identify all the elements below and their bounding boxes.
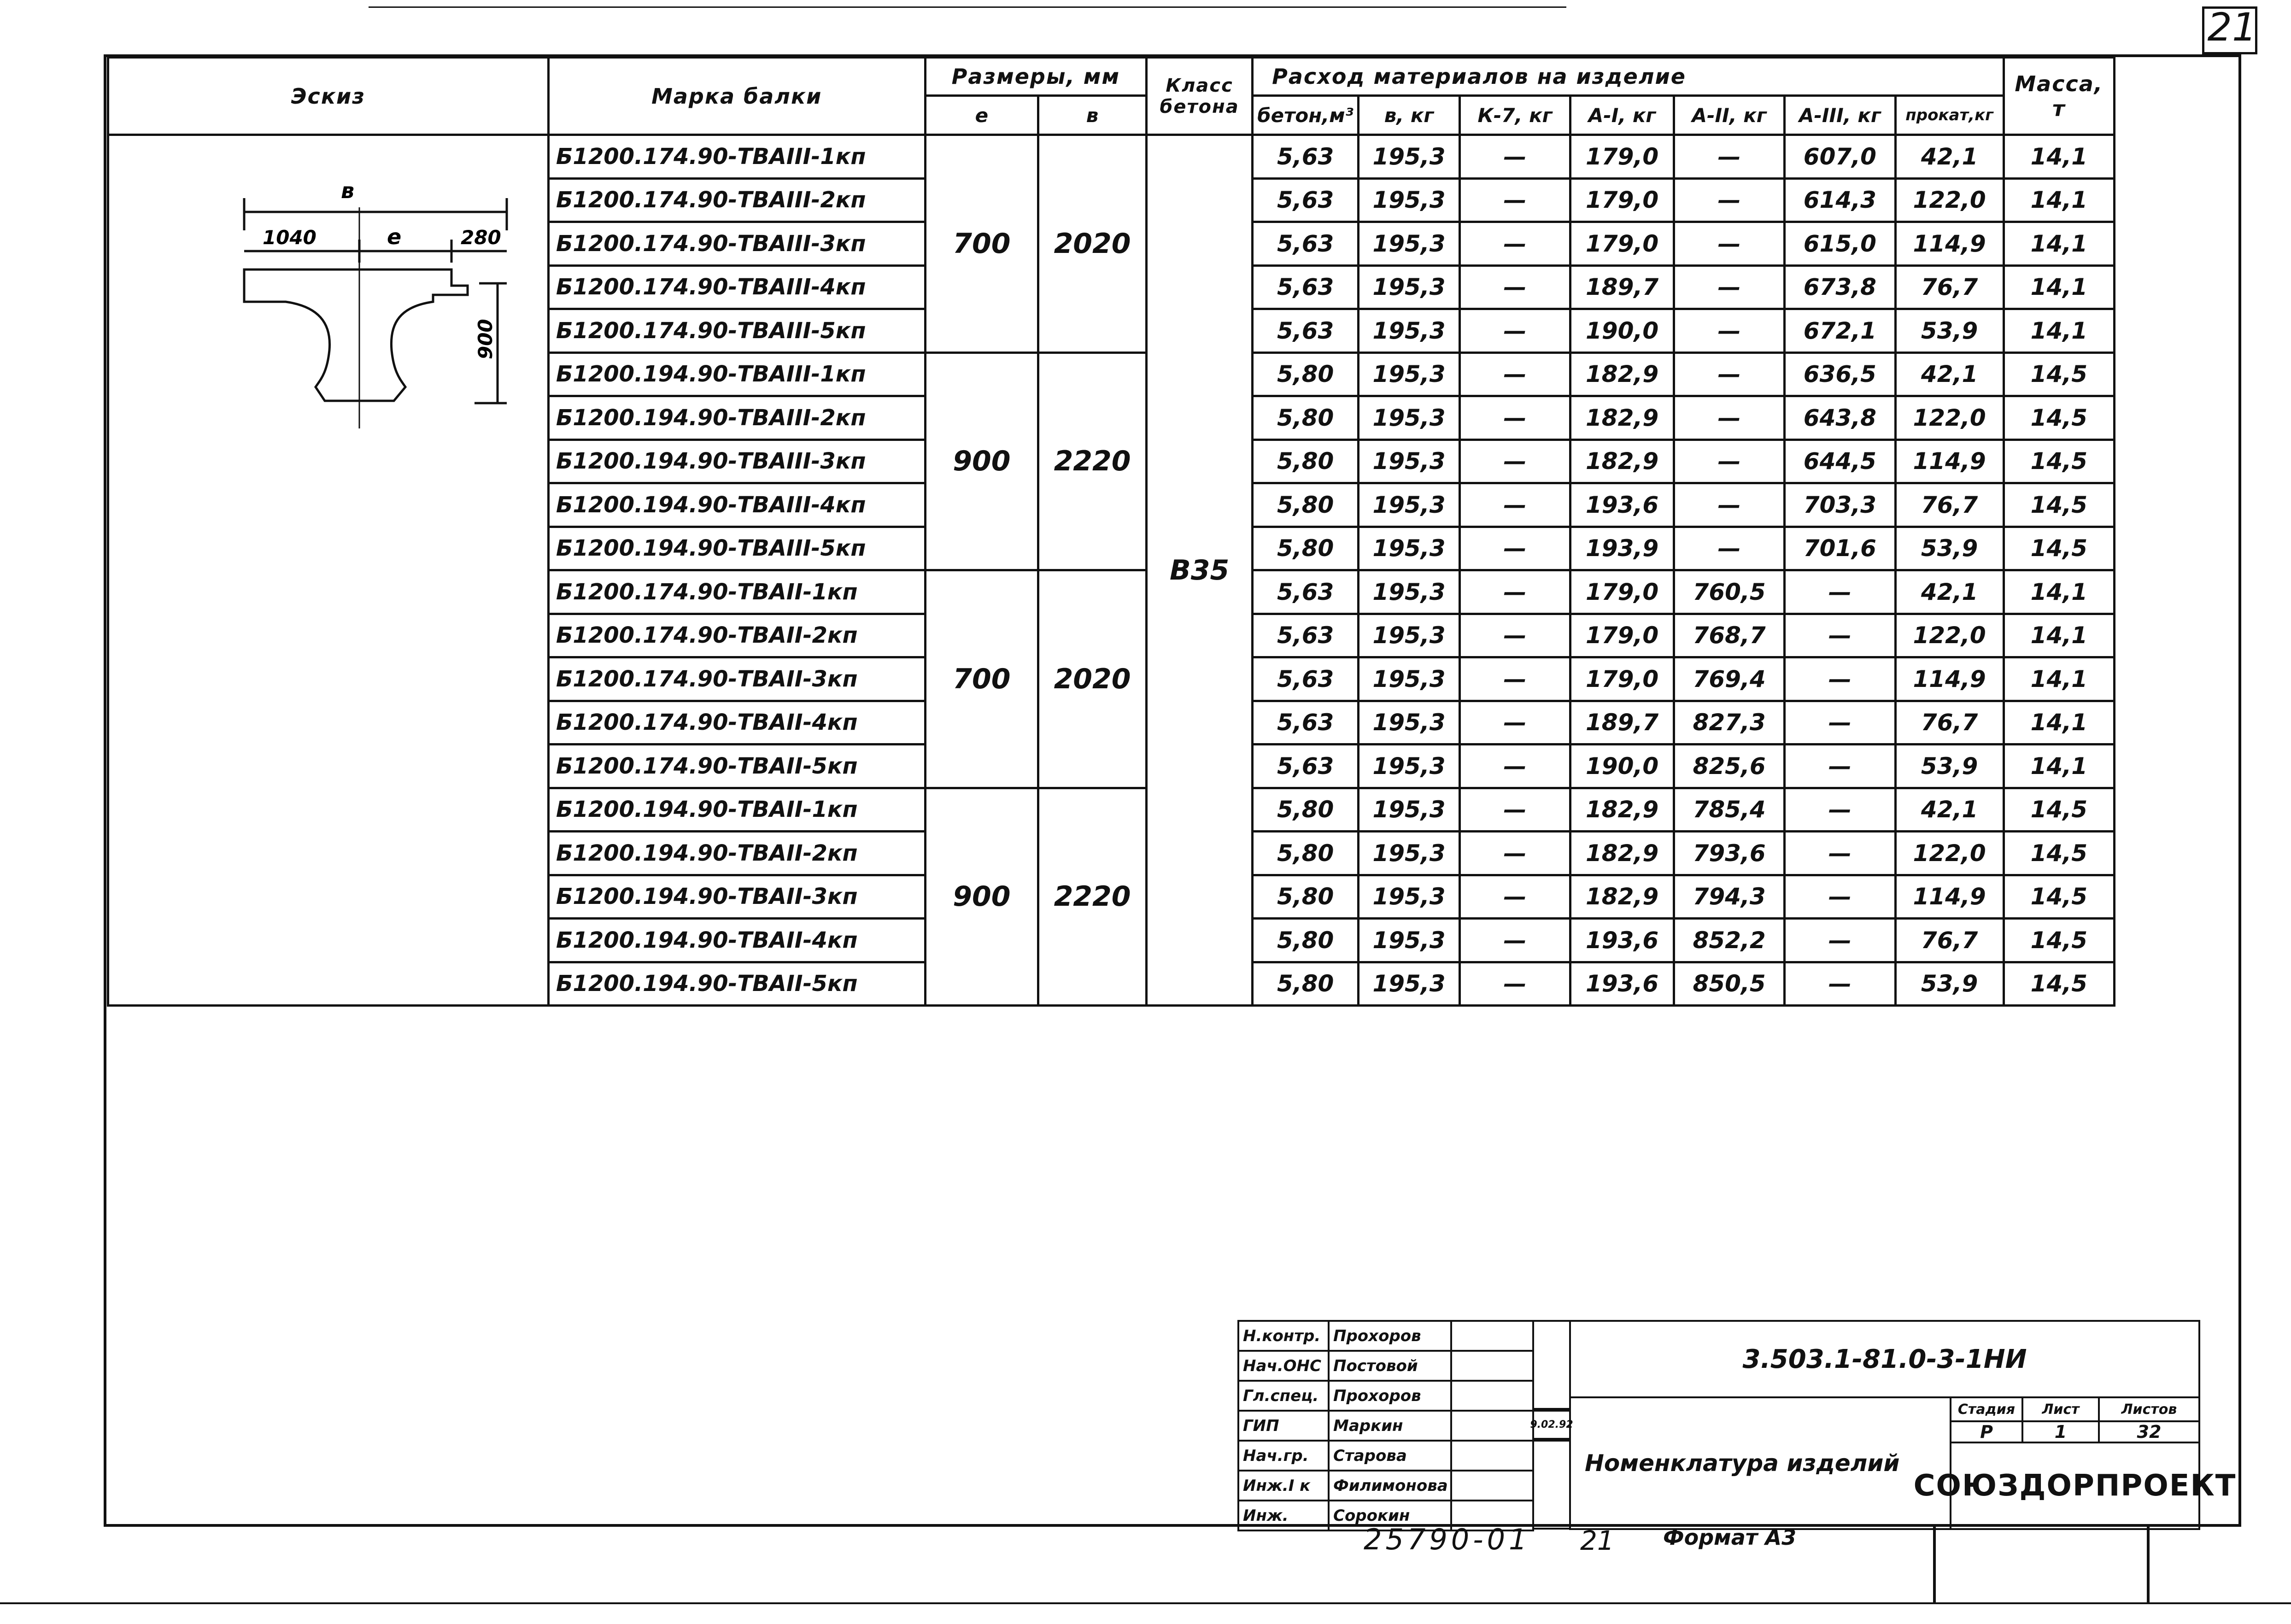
a2-steel: — [1674, 135, 1785, 179]
signature-cell [1450, 1470, 1534, 1501]
concrete-volume: 5,80 [1253, 396, 1359, 440]
a1-steel: 193,6 [1570, 962, 1674, 1006]
inventory-number: 25790-01 [1364, 1523, 1531, 1556]
b-steel: 195,3 [1359, 701, 1460, 745]
beam-mark: Б1200.174.90-ТВАII-2кп [548, 614, 925, 657]
a1-steel: 193,6 [1570, 919, 1674, 962]
header-concrete-class: Класс бетона [1147, 58, 1253, 135]
k7-steel: — [1459, 570, 1570, 614]
beam-mark: Б1200.194.90-ТВАII-2кп [548, 832, 925, 875]
b-steel: 195,3 [1359, 396, 1460, 440]
dimension-b: 2220 [1038, 788, 1147, 1006]
concrete-volume: 5,80 [1253, 352, 1359, 396]
signature-cell [1450, 1440, 1534, 1472]
mass: 14,1 [2004, 309, 2114, 353]
dimension-l: 900 [925, 352, 1038, 570]
beam-mark: Б1200.174.90-ТВАIII-1кп [548, 135, 925, 179]
a2-steel: — [1674, 265, 1785, 309]
concrete-volume: 5,63 [1253, 570, 1359, 614]
a2-steel: — [1674, 483, 1785, 527]
beam-mark: Б1200.174.90-ТВАIII-5кп [548, 309, 925, 353]
a3-steel: 636,5 [1785, 352, 1895, 396]
beam-mark: Б1200.174.90-ТВАIII-2кп [548, 178, 925, 222]
sketch-right-label: 280 [461, 226, 501, 249]
a3-steel: — [1785, 745, 1895, 788]
a3-steel: — [1785, 701, 1895, 745]
concrete-volume: 5,63 [1253, 265, 1359, 309]
mass: 14,5 [2004, 527, 2114, 570]
mass: 14,1 [2004, 265, 2114, 309]
a3-steel: 672,1 [1785, 309, 1895, 353]
concrete-volume: 5,63 [1253, 309, 1359, 353]
mass: 14,1 [2004, 701, 2114, 745]
b-steel: 195,3 [1359, 352, 1460, 396]
footer-page: 21 [1580, 1525, 1614, 1556]
b-steel: 195,3 [1359, 614, 1460, 657]
a1-steel: 179,0 [1570, 178, 1674, 222]
concrete-volume: 5,63 [1253, 222, 1359, 266]
beam-mark: Б1200.194.90-ТВАII-3кп [548, 875, 925, 919]
signer-name: Прохоров [1328, 1320, 1452, 1352]
a1-steel: 189,7 [1570, 265, 1674, 309]
mass: 14,1 [2004, 222, 2114, 266]
a3-steel: — [1785, 875, 1895, 919]
header-materials: Расход материалов на изделие [1253, 58, 2004, 96]
mass: 14,5 [2004, 788, 2114, 832]
signer-name: Филимонова [1328, 1470, 1452, 1501]
header-dimensions: Размеры, мм [925, 58, 1146, 96]
beam-mark: Б1200.194.90-ТВАIII-1кп [548, 352, 925, 396]
beam-mark: Б1200.174.90-ТВАIII-3кп [548, 222, 925, 266]
footer-bottom-line [0, 1602, 2291, 1604]
a3-steel: 644,5 [1785, 440, 1895, 483]
sheets-label: Листов [2098, 1396, 2200, 1422]
a2-steel: — [1674, 352, 1785, 396]
signer-role: Гл.спец. [1237, 1380, 1330, 1412]
signature-cell [1450, 1320, 1534, 1352]
sketch-e-label: e [387, 224, 402, 249]
a3-steel: — [1785, 570, 1895, 614]
a2-steel: 852,2 [1674, 919, 1785, 962]
beam-mark: Б1200.174.90-ТВАII-3кп [548, 657, 925, 701]
mass: 14,1 [2004, 745, 2114, 788]
rolled-steel: 53,9 [1895, 962, 2004, 1006]
rolled-steel: 42,1 [1895, 570, 2004, 614]
organization: СОЮЗДОРПРОЕКТ [1950, 1442, 2200, 1530]
rolled-steel: 114,9 [1895, 440, 2004, 483]
a2-steel: 794,3 [1674, 875, 1785, 919]
k7-steel: — [1459, 788, 1570, 832]
beam-mark: Б1200.194.90-ТВАIII-2кп [548, 396, 925, 440]
b-steel: 195,3 [1359, 483, 1460, 527]
b-steel: 195,3 [1359, 745, 1460, 788]
sheet-number: 21 [2207, 5, 2257, 50]
a2-steel: — [1674, 440, 1785, 483]
rolled-steel: 114,9 [1895, 657, 2004, 701]
k7-steel: — [1459, 701, 1570, 745]
b-steel: 195,3 [1359, 265, 1460, 309]
sheet-value: 1 [2021, 1420, 2100, 1443]
a1-steel: 182,9 [1570, 875, 1674, 919]
document-code: 3.503.1-81.0-3-1НИ [1569, 1320, 2200, 1398]
b-steel: 195,3 [1359, 788, 1460, 832]
header-dim-b: в [1038, 96, 1147, 135]
beam-sketch [203, 170, 534, 428]
stage-value: Р [1950, 1420, 2023, 1443]
beam-mark: Б1200.194.90-ТВАIII-3кп [548, 440, 925, 483]
mass: 14,5 [2004, 396, 2114, 440]
a3-steel: — [1785, 919, 1895, 962]
header-mat-a1: А-I, кг [1570, 96, 1674, 135]
sketch-left-label: 1040 [263, 226, 316, 249]
a1-steel: 190,0 [1570, 309, 1674, 353]
beam-mark: Б1200.174.90-ТВАII-1кп [548, 570, 925, 614]
rolled-steel: 114,9 [1895, 875, 2004, 919]
a2-steel: — [1674, 222, 1785, 266]
concrete-volume: 5,63 [1253, 745, 1359, 788]
a1-steel: 179,0 [1570, 135, 1674, 179]
beam-mark: Б1200.194.90-ТВАII-1кп [548, 788, 925, 832]
k7-steel: — [1459, 483, 1570, 527]
rolled-steel: 42,1 [1895, 788, 2004, 832]
top-line [369, 6, 1566, 8]
a2-steel: 768,7 [1674, 614, 1785, 657]
b-steel: 195,3 [1359, 832, 1460, 875]
k7-steel: — [1459, 265, 1570, 309]
a1-steel: 189,7 [1570, 701, 1674, 745]
mass: 14,5 [2004, 919, 2114, 962]
signature-cell [1450, 1380, 1534, 1412]
rolled-steel: 76,7 [1895, 265, 2004, 309]
b-steel: 195,3 [1359, 570, 1460, 614]
signer-role: Н.контр. [1237, 1320, 1330, 1352]
sheets-value: 32 [2098, 1420, 2200, 1443]
a1-steel: 182,9 [1570, 788, 1674, 832]
a3-steel: 701,6 [1785, 527, 1895, 570]
a1-steel: 182,9 [1570, 440, 1674, 483]
k7-steel: — [1459, 527, 1570, 570]
signer-name: Старова [1328, 1440, 1452, 1472]
k7-steel: — [1459, 440, 1570, 483]
b-steel: 195,3 [1359, 962, 1460, 1006]
b-steel: 195,3 [1359, 222, 1460, 266]
concrete-volume: 5,63 [1253, 614, 1359, 657]
a3-steel: 643,8 [1785, 396, 1895, 440]
signer-role: Нач.ОНС [1237, 1350, 1330, 1382]
title-block-date: 9.02.92 [1532, 1410, 1571, 1440]
a3-steel: 615,0 [1785, 222, 1895, 266]
rolled-steel: 122,0 [1895, 832, 2004, 875]
mass: 14,1 [2004, 178, 2114, 222]
sketch-height-label: 900 [474, 319, 497, 359]
k7-steel: — [1459, 962, 1570, 1006]
k7-steel: — [1459, 178, 1570, 222]
mass: 14,5 [2004, 962, 2114, 1006]
header-mat-concrete: бетон,м³ [1253, 96, 1359, 135]
rolled-steel: 122,0 [1895, 396, 2004, 440]
signer-name: Маркин [1328, 1410, 1452, 1442]
a1-steel: 193,9 [1570, 527, 1674, 570]
concrete-volume: 5,80 [1253, 919, 1359, 962]
mass: 14,1 [2004, 614, 2114, 657]
beam-mark: Б1200.194.90-ТВАIII-5кп [548, 527, 925, 570]
k7-steel: — [1459, 832, 1570, 875]
dimension-b: 2220 [1038, 352, 1147, 570]
mass: 14,5 [2004, 440, 2114, 483]
dimension-b: 2020 [1038, 135, 1147, 353]
a1-steel: 182,9 [1570, 352, 1674, 396]
concrete-volume: 5,80 [1253, 440, 1359, 483]
dimension-l: 700 [925, 570, 1038, 788]
a2-steel: 769,4 [1674, 657, 1785, 701]
beam-mark: Б1200.194.90-ТВАII-5кп [548, 962, 925, 1006]
k7-steel: — [1459, 875, 1570, 919]
b-steel: 195,3 [1359, 657, 1460, 701]
tb-col-empty-1 [1532, 1320, 1571, 1410]
rolled-steel: 53,9 [1895, 527, 2004, 570]
beam-mark: Б1200.174.90-ТВАII-5кп [548, 745, 925, 788]
a1-steel: 182,9 [1570, 396, 1674, 440]
a2-steel: — [1674, 309, 1785, 353]
k7-steel: — [1459, 745, 1570, 788]
a3-steel: — [1785, 657, 1895, 701]
header-mat-k7: К-7, кг [1459, 96, 1570, 135]
header-mat-steel: прокат,кг [1895, 96, 2004, 135]
header-sketch: Эскиз [108, 58, 549, 135]
a2-steel: 785,4 [1674, 788, 1785, 832]
header-mat-a3: А-III, кг [1785, 96, 1895, 135]
rolled-steel: 42,1 [1895, 135, 2004, 179]
k7-steel: — [1459, 222, 1570, 266]
b-steel: 195,3 [1359, 135, 1460, 179]
a1-steel: 193,6 [1570, 483, 1674, 527]
mass: 14,5 [2004, 352, 2114, 396]
k7-steel: — [1459, 919, 1570, 962]
a3-steel: — [1785, 788, 1895, 832]
rolled-steel: 53,9 [1895, 309, 2004, 353]
signature-cell [1450, 1350, 1534, 1382]
concrete-volume: 5,63 [1253, 178, 1359, 222]
k7-steel: — [1459, 135, 1570, 179]
signer-name: Сорокин [1328, 1500, 1452, 1531]
a1-steel: 179,0 [1570, 657, 1674, 701]
b-steel: 195,3 [1359, 309, 1460, 353]
dimension-b: 2020 [1038, 570, 1147, 788]
concrete-volume: 5,80 [1253, 875, 1359, 919]
a1-steel: 190,0 [1570, 745, 1674, 788]
rolled-steel: 76,7 [1895, 919, 2004, 962]
format-label: Формат А3 [1663, 1525, 1797, 1550]
a1-steel: 179,0 [1570, 570, 1674, 614]
stage-label: Стадия [1950, 1396, 2023, 1422]
mass: 14,5 [2004, 483, 2114, 527]
header-dim-l: e [925, 96, 1038, 135]
k7-steel: — [1459, 614, 1570, 657]
rolled-steel: 42,1 [1895, 352, 2004, 396]
footer-divider-1 [1933, 1525, 1936, 1603]
concrete-volume: 5,80 [1253, 962, 1359, 1006]
sketch-b-label: в [341, 178, 355, 203]
dimension-l: 900 [925, 788, 1038, 1006]
concrete-volume: 5,80 [1253, 483, 1359, 527]
concrete-volume: 5,63 [1253, 135, 1359, 179]
header-mass: Масса, т [2004, 58, 2114, 135]
rolled-steel: 76,7 [1895, 701, 2004, 745]
a2-steel: 793,6 [1674, 832, 1785, 875]
signer-role: ГИП [1237, 1410, 1330, 1442]
dimension-l: 700 [925, 135, 1038, 353]
signer-role: Инж.I к [1237, 1470, 1330, 1501]
rolled-steel: 76,7 [1895, 483, 2004, 527]
a3-steel: — [1785, 832, 1895, 875]
rolled-steel: 122,0 [1895, 614, 2004, 657]
rolled-steel: 114,9 [1895, 222, 2004, 266]
mass: 14,5 [2004, 875, 2114, 919]
a2-steel: 850,5 [1674, 962, 1785, 1006]
concrete-volume: 5,80 [1253, 527, 1359, 570]
header-mat-a2: А-II, кг [1674, 96, 1785, 135]
signer-role: Нач.гр. [1237, 1440, 1330, 1472]
a3-steel: 614,3 [1785, 178, 1895, 222]
a2-steel: 827,3 [1674, 701, 1785, 745]
beam-mark: Б1200.194.90-ТВАII-4кп [548, 919, 925, 962]
a2-steel: 760,5 [1674, 570, 1785, 614]
a2-steel: — [1674, 527, 1785, 570]
b-steel: 195,3 [1359, 178, 1460, 222]
concrete-volume: 5,63 [1253, 657, 1359, 701]
a1-steel: 182,9 [1570, 832, 1674, 875]
k7-steel: — [1459, 657, 1570, 701]
beam-mark: Б1200.174.90-ТВАII-4кп [548, 701, 925, 745]
k7-steel: — [1459, 352, 1570, 396]
beam-mark: Б1200.194.90-ТВАIII-4кп [548, 483, 925, 527]
b-steel: 195,3 [1359, 875, 1460, 919]
header-mat-b: в, кг [1359, 96, 1460, 135]
a2-steel: — [1674, 396, 1785, 440]
rolled-steel: 122,0 [1895, 178, 2004, 222]
signer-role: Инж. [1237, 1500, 1330, 1531]
a1-steel: 179,0 [1570, 614, 1674, 657]
beam-mark: Б1200.174.90-ТВАIII-4кп [548, 265, 925, 309]
mass: 14,1 [2004, 135, 2114, 179]
k7-steel: — [1459, 396, 1570, 440]
signer-name: Постовой [1328, 1350, 1452, 1382]
document-title: Номенклатура изделий [1569, 1396, 1951, 1530]
b-steel: 195,3 [1359, 440, 1460, 483]
b-steel: 195,3 [1359, 919, 1460, 962]
beam-section [244, 270, 468, 401]
tb-col-empty-2 [1532, 1440, 1571, 1530]
a3-steel: 703,3 [1785, 483, 1895, 527]
a3-steel: — [1785, 614, 1895, 657]
k7-steel: — [1459, 309, 1570, 353]
a3-steel: 607,0 [1785, 135, 1895, 179]
concrete-class: В35 [1147, 135, 1253, 1006]
a2-steel: — [1674, 178, 1785, 222]
a3-steel: 673,8 [1785, 265, 1895, 309]
a3-steel: — [1785, 962, 1895, 1006]
concrete-volume: 5,63 [1253, 701, 1359, 745]
footer-divider-2 [2147, 1525, 2150, 1603]
a2-steel: 825,6 [1674, 745, 1785, 788]
sheet-label: Лист [2021, 1396, 2100, 1422]
concrete-volume: 5,80 [1253, 788, 1359, 832]
a1-steel: 179,0 [1570, 222, 1674, 266]
mass: 14,1 [2004, 570, 2114, 614]
concrete-volume: 5,80 [1253, 832, 1359, 875]
rolled-steel: 53,9 [1895, 745, 2004, 788]
b-steel: 195,3 [1359, 527, 1460, 570]
mass: 14,1 [2004, 657, 2114, 701]
header-mark: Марка балки [548, 58, 925, 135]
signer-name: Прохоров [1328, 1380, 1452, 1412]
mass: 14,5 [2004, 832, 2114, 875]
signature-cell [1450, 1410, 1534, 1442]
